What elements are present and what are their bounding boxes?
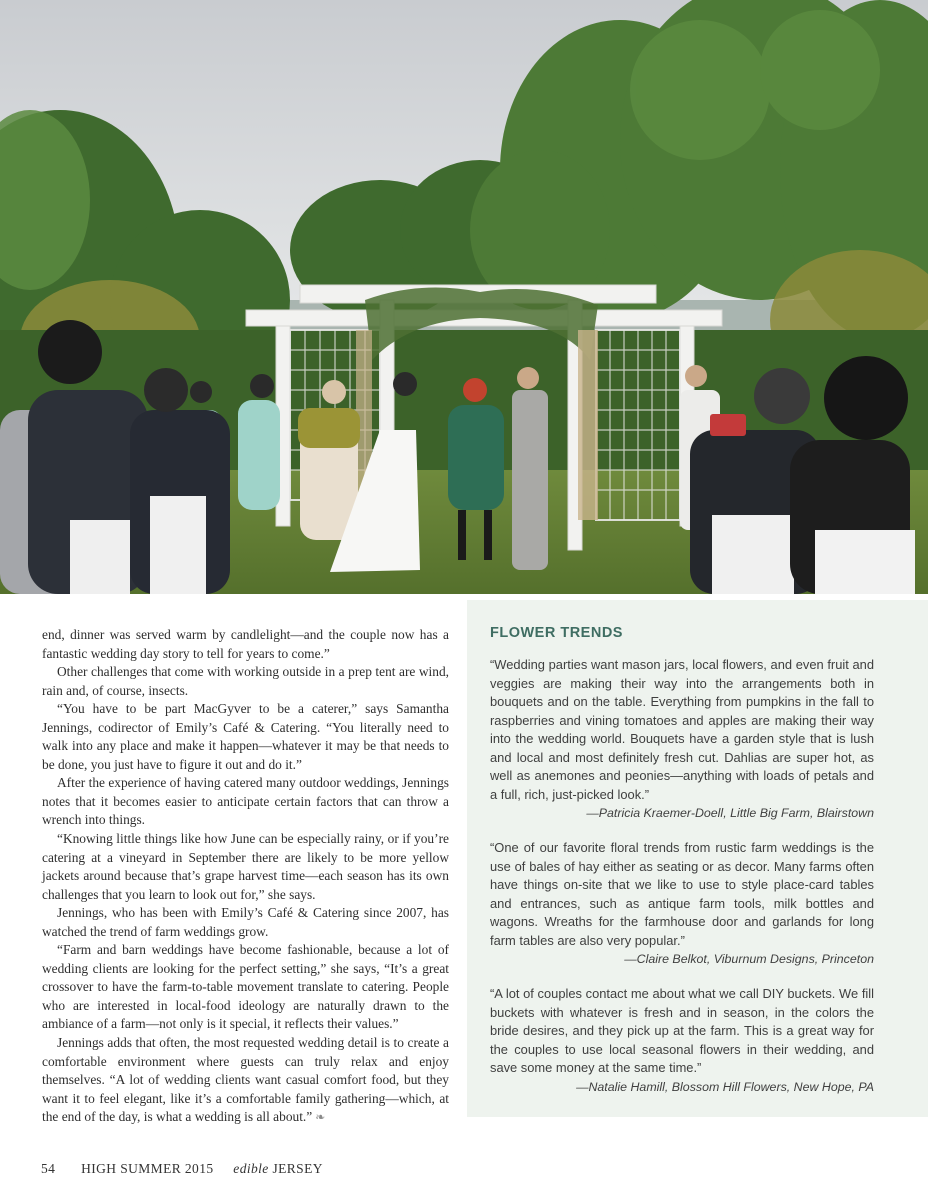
article-paragraph: “Knowing little things like how June can be especially rainy, or if you’re catering at a vineyard in September there are likely to be more yellow jackets around because that’s grape harvest time—each season has its own challenges that you learn to look out for,” she says.: [42, 831, 449, 902]
quote-attribution: —Patricia Kraemer-Doell, Little Big Farm, Blairstown: [586, 806, 874, 820]
end-mark-icon: ❧: [315, 1110, 326, 1125]
sidebar-quote: “Wedding parties want mason jars, local flowers, and even fruit and veggies are making their way into the arrangements both in bouquets and on the table. Everything from pumpkins in the fall to raspberries and vining tomatoes and apples are making their way into the wedding world. Bouquets have a garden style that is lush and local and most definitely fresh cut. Dahlias are super hot, as well as anemones and peonies—anything with loads of petals and a full, rich, just-picked look.”: [490, 657, 874, 802]
magazine-prefix: edible: [233, 1161, 269, 1176]
article-paragraph: Other challenges that come with working outside in a prep tent are wind, rain and, of course, insects.: [42, 664, 449, 698]
article-paragraph: After the experience of having catered many outdoor weddings, Jennings notes that it becomes easier to anticipate certain factors that can throw a wrench into things.: [42, 775, 449, 828]
article-paragraph-text: Jennings adds that often, the most requested wedding detail is to create a comfortable environment where guests can truly relax and enjoy themselves. “A lot of wedding clients want casual comfort food, but they want it to feel elegant, like it’s a comfortable family gathering—which, at the end of the day, is what a wedding is all about.”: [42, 1035, 449, 1125]
sidebar-quote: “One of our favorite floral trends from rustic farm weddings is the use of bales of hay either as seating or as decor. Many farms often have things on-site that we like to use to style place-card tables and entrances, such as antique farm tools, milk bottles and wagons. Wreaths for the farmhouse door and garlands for long farm tables are also very popular.”: [490, 840, 874, 948]
sidebar-title: FLOWER TRENDS: [490, 625, 623, 641]
page-number: 54: [41, 1161, 56, 1176]
sidebar-quote: “A lot of couples contact me about what we call DIY buckets. We fill buckets with whatever is fresh and in season, in the colors the bride desires, and they pick up at the farm. This is a great way for the couples to use local seasonal flowers in their wedding, and save some money at the same time.”: [490, 986, 874, 1075]
magazine-name: [233, 1161, 323, 1176]
article-paragraph: end, dinner was served warm by candlelight—and the couple now has a fantastic wedding day story to tell for years to come.”: [42, 627, 449, 661]
wedding-ceremony-photo: [0, 0, 928, 594]
article-paragraph: “You have to be part MacGyver to be a caterer,” says Samantha Jennings, codirector of Emily’s Café & Catering. “You literally need to walk into any place and make it happen—whatever it may be that needs to be done, you just have to figure it out and do it.”: [42, 701, 449, 772]
flower-trends-sidebar: [467, 600, 928, 1117]
article-body: [42, 626, 449, 1127]
article-paragraph: “Farm and barn weddings have become fashionable, because a lot of wedding clients are looking for the perfect setting,” she says, “It’s a great crossover to have the farm-to-table movement translate to catering. People who are interested in local-food ideology are naturally drawn to the ambiance of a farm—not only is it special, it reflects their values.”: [42, 942, 449, 1032]
article-paragraph-last: [42, 1034, 449, 1127]
issue-label: HIGH SUMMER 2015: [81, 1161, 214, 1176]
page-footer: [41, 1161, 323, 1177]
quote-attribution: —Natalie Hamill, Blossom Hill Flowers, New Hope, PA: [576, 1079, 874, 1094]
quote-attribution: —Claire Belkot, Viburnum Designs, Princeton: [624, 952, 874, 966]
article-paragraph: Jennings, who has been with Emily’s Café & Catering since 2007, has watched the trend of farm weddings grow.: [42, 905, 449, 939]
magazine-title: JERSEY: [272, 1161, 323, 1176]
